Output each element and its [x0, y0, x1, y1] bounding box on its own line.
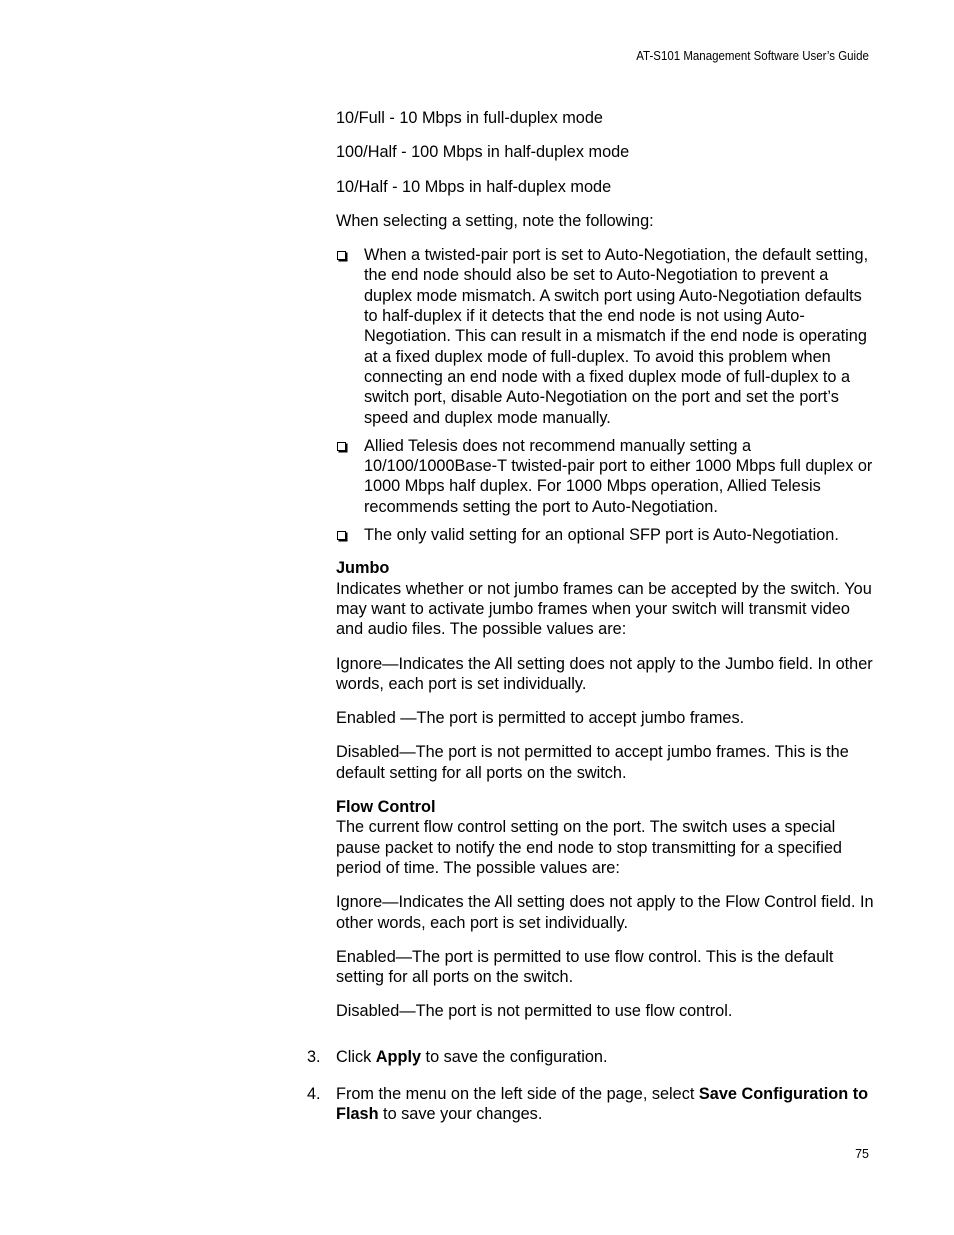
page-body — [307, 108, 876, 1142]
step-text: to save the configuration. — [421, 1047, 608, 1066]
list-item — [336, 525, 876, 545]
jumbo-disabled: Disabled—The port is not permitted to accept jumbo frames. This is the default setting for all ports on the switch. — [336, 743, 849, 782]
value-100-half: 100/Half - 100 Mbps in half-duplex mode — [336, 143, 630, 162]
step-text: to save your changes. — [378, 1105, 543, 1124]
note-text: Allied Telesis does not recommend manually setting a 10/100/1000Base-T twisted-pair port to either 1000 Mbps full duplex or 1000 Mbps half duplex. For 1000 Mbps operation, Allied Telesis recommends setting the port to Auto-Negotiation. — [364, 436, 873, 516]
checkbox-bullet-icon — [337, 442, 346, 451]
step-text: Click — [336, 1047, 376, 1066]
value-10-full: 10/Full - 10 Mbps in full-duplex mode — [336, 109, 603, 127]
flow-control-disabled: Disabled—The port is not permitted to use flow control. — [336, 1002, 733, 1021]
flow-control-ignore: Ignore—Indicates the All setting does not apply to the Flow Control field. In other words, each port is set individually. — [336, 893, 874, 932]
save-configuration-emphasis: Save Configuration to Flash — [336, 1084, 869, 1124]
note-text: The only valid setting for an optional SFP port is Auto-Negotiation. — [364, 526, 839, 545]
checkbox-bullet-icon — [337, 251, 346, 260]
flow-control-title: Flow Control — [336, 798, 436, 817]
page-number: 75 — [855, 1147, 869, 1161]
step-item — [307, 1047, 876, 1067]
flow-control-description: The current flow control setting on the port. The switch uses a special pause packet to notify the end node to stop transmitting for a specified period of time. The possible values are: — [336, 818, 842, 877]
procedure-steps — [307, 1047, 876, 1125]
step-number: 4. — [307, 1084, 321, 1103]
selection-note-intro: When selecting a setting, note the following: — [336, 211, 654, 230]
flow-control-definition — [336, 797, 876, 878]
apply-emphasis: Apply — [375, 1047, 422, 1066]
value-10-half: 10/Half - 10 Mbps in half-duplex mode — [336, 177, 612, 196]
flow-control-enabled: Enabled—The port is permitted to use flow control. This is the default setting for all ports on the switch. — [336, 947, 834, 987]
notes-list — [336, 245, 876, 545]
step-item — [307, 1084, 876, 1125]
list-item — [336, 436, 876, 517]
list-item — [336, 245, 876, 428]
jumbo-ignore: Ignore—Indicates the All setting does not apply to the Jumbo field. In other words, each port is set individually. — [336, 654, 873, 693]
note-text: When a twisted-pair port is set to Auto-Negotiation, the default setting, the end node should also be set to Auto-Negotiation to prevent a duplex mode mismatch. A switch port using Auto-Negotiation defaults to half-duplex if it detects that the end node is not using Auto-Negotiation. This can result in a mismatch if the end node is operating at a fixed duplex mode of full-duplex. To avoid this problem when connecting an end node with a fixed duplex mode of full-duplex to a switch port, disable Auto-Negotiation on the port and set the port’s speed and duplex mode manually. — [364, 246, 869, 427]
checkbox-bullet-icon — [337, 531, 346, 540]
running-header: AT-S101 Management Software User’s Guide — [636, 49, 869, 63]
jumbo-title: Jumbo — [336, 559, 390, 578]
jumbo-definition — [336, 558, 876, 639]
jumbo-enabled: Enabled —The port is permitted to accept jumbo frames. — [336, 709, 745, 728]
jumbo-description: Indicates whether or not jumbo frames can be accepted by the switch. You may want to activate jumbo frames when your switch will transmit video and audio files. The possible values are: — [336, 579, 872, 639]
step-number: 3. — [307, 1047, 321, 1066]
step-text: From the menu on the left side of the page, select — [336, 1084, 699, 1103]
